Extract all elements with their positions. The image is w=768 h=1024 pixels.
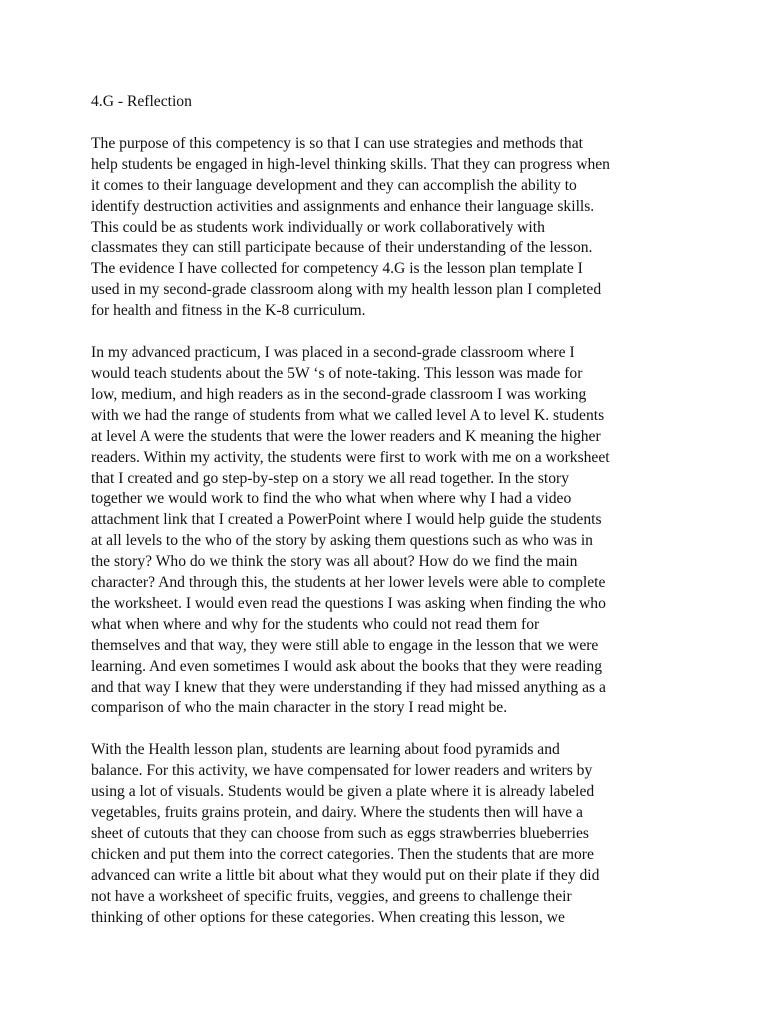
- text-line: sheet of cutouts that they can choose from such as eggs strawberries blueberries: [91, 825, 589, 842]
- text-line: not have a worksheet of specific fruits, veggies, and greens to challenge their: [91, 887, 572, 905]
- document-heading: 4.G - Reflection: [91, 93, 192, 110]
- text-line: help students be engaged in high-level thinking skills. That they can progress when: [91, 155, 610, 173]
- text-line: The evidence I have collected for competency 4.G is the lesson plan template I: [91, 260, 583, 278]
- text-line: learning. And even sometimes I would ask about the books that they were reading: [91, 657, 602, 675]
- text-line: attachment link that I created a PowerPoint where I would help guide the students: [91, 511, 602, 529]
- text-line: advanced can write a little bit about what they would put on their plate if they did: [91, 866, 600, 884]
- text-line: at all levels to the who of the story by asking them questions such as who was in: [91, 532, 593, 550]
- text-line: chicken and put them into the correct categories. Then the students that are more: [91, 845, 594, 863]
- text-line: it comes to their language development and they can accomplish the ability to: [91, 176, 577, 194]
- text-line: the story? Who do we think the story was all about? How do we find the main: [91, 553, 578, 571]
- text-line: at level A were the students that were the lower readers and K meaning the higher: [91, 427, 601, 445]
- text-line: This could be as students work individually or work collaboratively with: [91, 218, 545, 236]
- text-line: comparison of who the main character in the story I read might be.: [91, 699, 508, 717]
- text-line: thinking of other options for these categories. When creating this lesson, we: [91, 908, 565, 926]
- text-line: what when where and why for the students who could not read them for: [91, 615, 540, 633]
- paragraph: [91, 740, 691, 928]
- text-line: together we would work to find the who what when where why I had a video: [91, 490, 572, 508]
- text-line: character? And through this, the students at her lower levels were able to complete: [91, 574, 606, 592]
- document-body: [91, 92, 691, 950]
- text-line: with we had the range of students from what we called level A to level K. students: [91, 406, 605, 424]
- text-line: and that way I knew that they were understanding if they had missed anything as a: [91, 678, 606, 696]
- paragraph: [91, 343, 691, 719]
- text-line: The purpose of this competency is so that I can use strategies and methods that: [91, 134, 583, 152]
- text-line: classmates they can still participate because of their understanding of the lesson.: [91, 239, 593, 257]
- text-line: identify destruction activities and assignments and enhance their language skills.: [91, 197, 595, 215]
- text-line: vegetables, fruits grains protein, and dairy. Where the students then will have a: [91, 804, 583, 822]
- text-line: balance. For this activity, we have compensated for lower readers and writers by: [91, 762, 593, 780]
- text-line: readers. Within my activity, the students were first to work with me on a worksheet: [91, 448, 610, 466]
- text-line: using a lot of visuals. Students would be given a plate where it is already labeled: [91, 783, 595, 801]
- text-line: for health and fitness in the K-8 curriculum.: [91, 302, 366, 320]
- paragraph: [91, 134, 691, 322]
- paragraphs: [91, 134, 691, 929]
- text-line: the worksheet. I would even read the questions I was asking when finding the who: [91, 594, 606, 612]
- text-line: would teach students about the 5W ‘s of note-taking. This lesson was made for: [91, 364, 583, 382]
- text-line: themselves and that way, they were still able to engage in the lesson that we were: [91, 636, 599, 654]
- text-line: that I created and go step-by-step on a story we all read together. In the story: [91, 469, 570, 487]
- text-line: low, medium, and high readers as in the second-grade classroom I was working: [91, 385, 587, 403]
- text-line: In my advanced practicum, I was placed in a second-grade classroom where I: [91, 344, 575, 362]
- text-line: With the Health lesson plan, students are learning about food pyramids and: [91, 741, 560, 759]
- text-line: used in my second-grade classroom along with my health lesson plan I completed: [91, 281, 602, 299]
